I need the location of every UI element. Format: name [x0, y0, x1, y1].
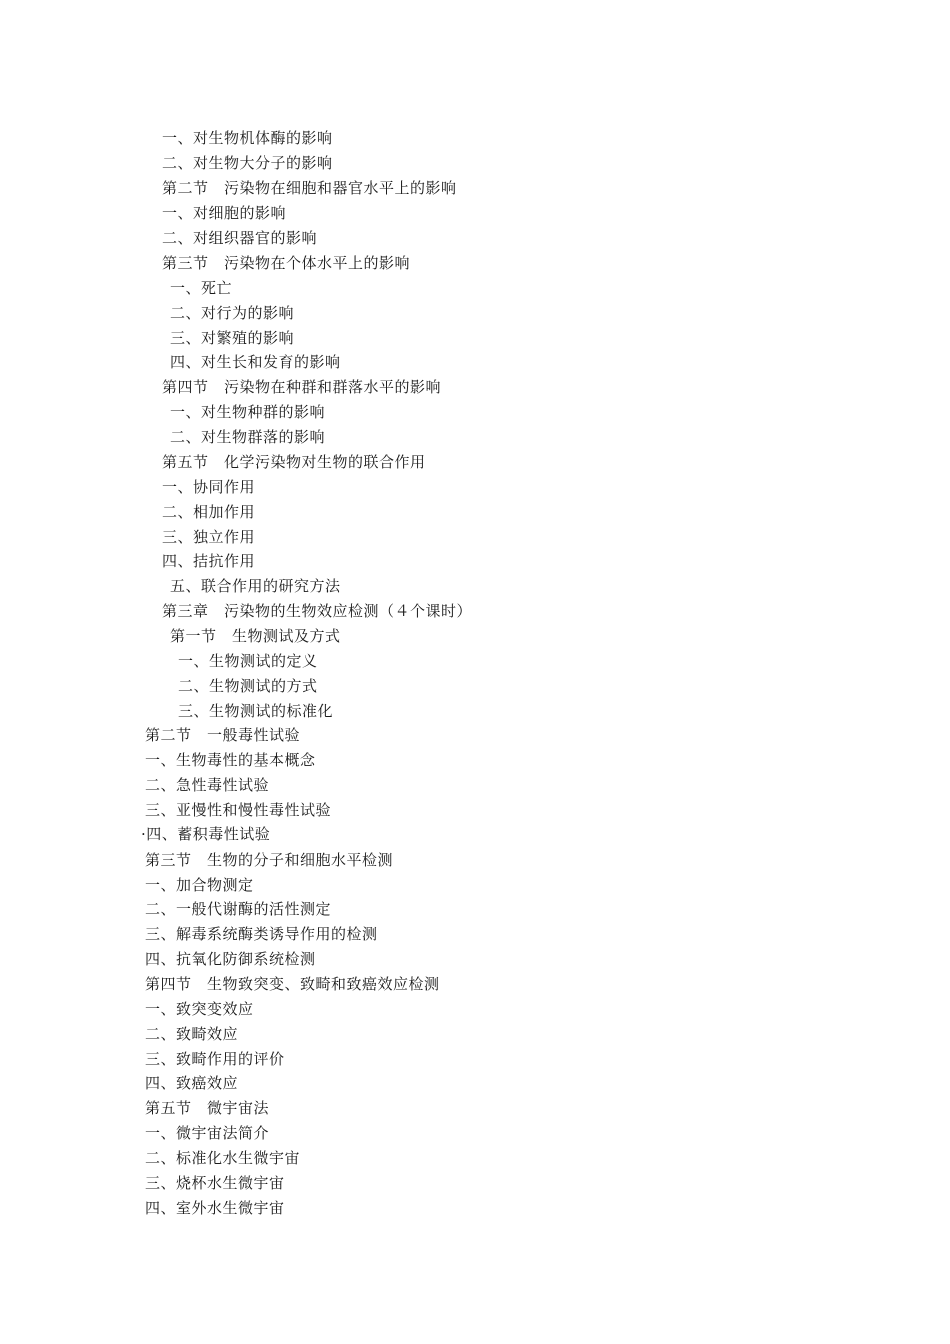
- outline-item: ·四、蓄积毒性试验: [141, 825, 271, 843]
- outline-item: 一、微宇宙法简介: [145, 1124, 270, 1142]
- outline-item: 一、对细胞的影响: [162, 204, 287, 222]
- outline-item: 一、死亡: [170, 279, 233, 297]
- outline-item: 三、解毒系统酶类诱导作用的检测: [145, 925, 378, 943]
- outline-item: 一、加合物测定: [145, 876, 254, 894]
- outline-item: 二、对生物大分子的影响: [162, 154, 333, 172]
- section-heading: 第一节 生物测试及方式: [170, 627, 341, 645]
- outline-item: 二、标准化水生微宇宙: [145, 1149, 301, 1167]
- outline-item: 二、生物测试的方式: [178, 677, 318, 695]
- outline-item: 二、一般代谢酶的活性测定: [145, 900, 332, 918]
- outline-item: 一、协同作用: [162, 478, 256, 496]
- outline-item: 三、生物测试的标准化: [178, 702, 334, 720]
- outline-item: 二、致畸效应: [145, 1025, 239, 1043]
- section-heading: 第三节 污染物在个体水平上的影响: [162, 254, 411, 272]
- outline-item: 四、致癌效应: [145, 1074, 239, 1092]
- outline-item: 二、对生物群落的影响: [170, 428, 326, 446]
- outline-item: 四、抗氧化防御系统检测: [145, 950, 316, 968]
- outline-item: 一、对生物种群的影响: [170, 403, 326, 421]
- section-heading: 第四节 生物致突变、致畸和致癌效应检测: [145, 975, 440, 993]
- outline-item: 一、致突变效应: [145, 1000, 254, 1018]
- section-heading: 第二节 污染物在细胞和器官水平上的影响: [162, 179, 457, 197]
- section-heading: 第五节 化学污染物对生物的联合作用: [162, 453, 426, 471]
- section-heading: 第五节 微宇宙法: [145, 1099, 270, 1117]
- section-heading: 第二节 一般毒性试验: [145, 726, 301, 744]
- outline-item: 一、生物测试的定义: [178, 652, 318, 670]
- outline-item: 三、独立作用: [162, 528, 256, 546]
- outline-item: 二、急性毒性试验: [145, 776, 270, 794]
- outline-item: 四、室外水生微宇宙: [145, 1199, 285, 1217]
- outline-item: 三、对繁殖的影响: [170, 329, 295, 347]
- outline-item: 五、联合作用的研究方法: [170, 577, 341, 595]
- outline-item: 四、拮抗作用: [162, 552, 256, 570]
- chapter-heading: 第三章 污染物的生物效应检测（４个课时）: [162, 602, 473, 620]
- section-heading: 第四节 污染物在种群和群落水平的影响: [162, 378, 442, 396]
- outline-item: 二、相加作用: [162, 503, 256, 521]
- outline-item: 四、对生长和发育的影响: [170, 353, 341, 371]
- outline-item: 一、生物毒性的基本概念: [145, 751, 316, 769]
- outline-item: 三、烧杯水生微宇宙: [145, 1174, 285, 1192]
- outline-item: 一、对生物机体酶的影响: [162, 129, 333, 147]
- outline-item: 二、对组织器官的影响: [162, 229, 318, 247]
- section-heading: 第三节 生物的分子和细胞水平检测: [145, 851, 394, 869]
- outline-item: 三、致畸作用的评价: [145, 1050, 285, 1068]
- outline-item: 三、亚慢性和慢性毒性试验: [145, 801, 332, 819]
- outline-item: 二、对行为的影响: [170, 304, 295, 322]
